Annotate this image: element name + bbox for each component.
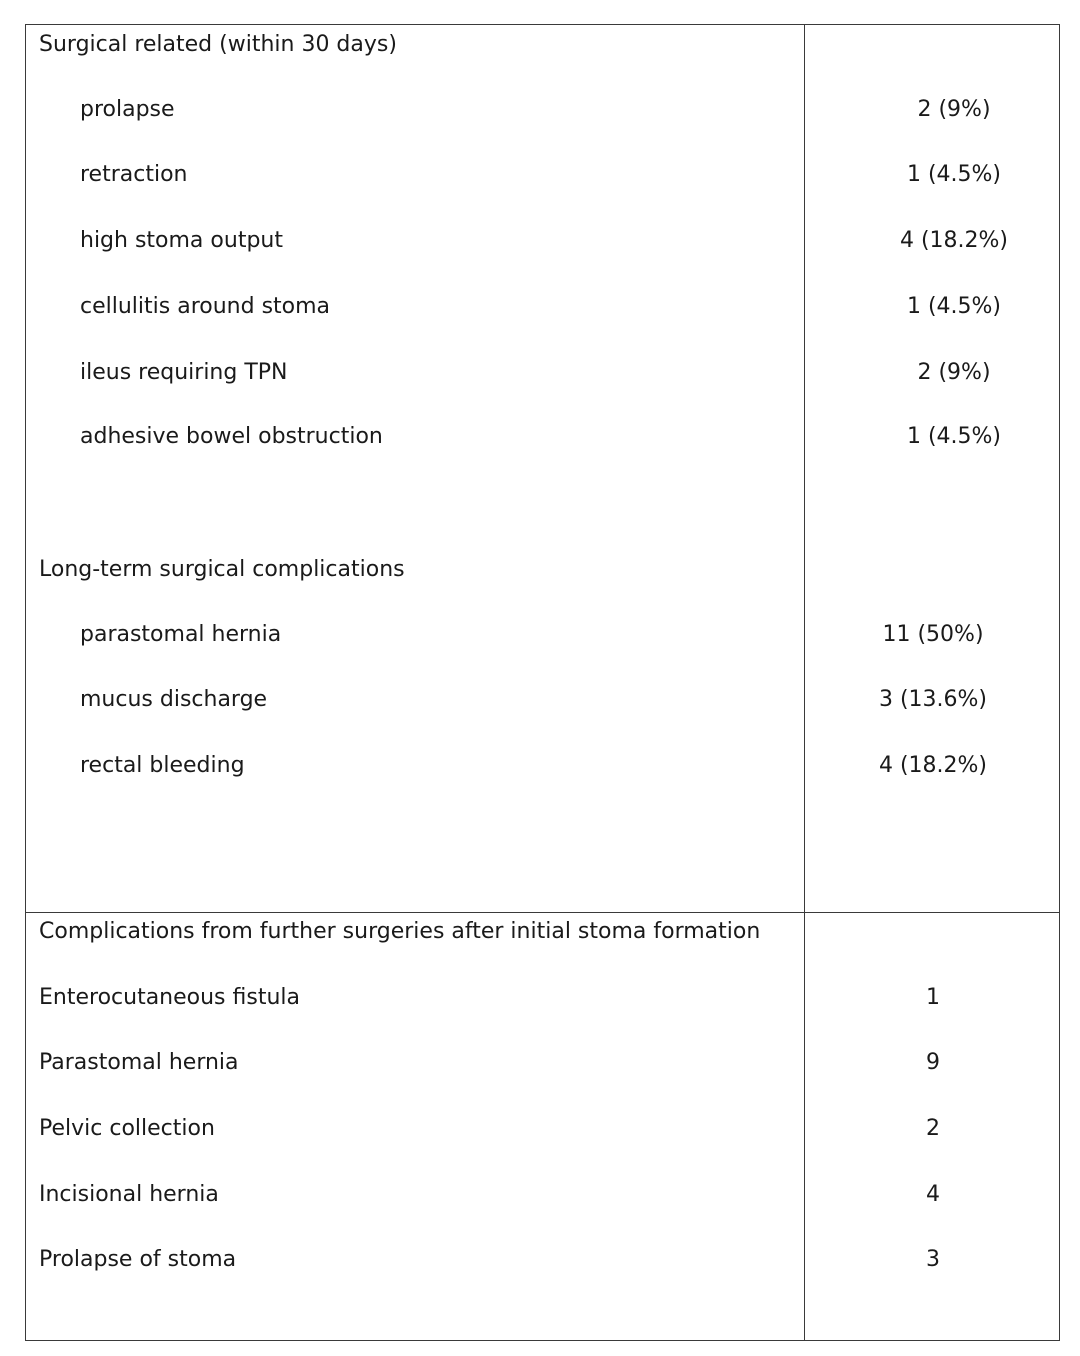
row-label-parastomal-hernia: parastomal hernia xyxy=(80,622,282,647)
row-value-rectal-bleeding: 4 (18.2%) xyxy=(878,753,988,778)
row-value-cellulitis: 1 (4.5%) xyxy=(906,294,1002,319)
row-label-rectal-bleeding: rectal bleeding xyxy=(80,753,245,778)
row-value-enterocutaneous-fistula: 1 xyxy=(926,985,940,1010)
column-divider xyxy=(804,24,805,1341)
row-label-ileus: ileus requiring TPN xyxy=(80,360,288,385)
row-label-parastomal-hernia-2: Parastomal hernia xyxy=(39,1050,239,1075)
row-label-cellulitis: cellulitis around stoma xyxy=(80,294,331,319)
row-label-pelvic-collection: Pelvic collection xyxy=(39,1116,215,1141)
row-label-enterocutaneous-fistula: Enterocutaneous fistula xyxy=(39,985,300,1010)
row-value-prolapse: 2 (9%) xyxy=(917,97,991,122)
row-value-mucus-discharge: 3 (13.6%) xyxy=(878,687,988,712)
row-label-prolapse: prolapse xyxy=(80,97,175,122)
section-heading-surgical-related: Surgical related (within 30 days) xyxy=(39,32,397,57)
row-label-adhesive-bowel-obstruction: adhesive bowel obstruction xyxy=(80,424,383,449)
row-value-prolapse-of-stoma: 3 xyxy=(926,1247,940,1272)
row-divider xyxy=(25,912,1060,913)
row-label-mucus-discharge: mucus discharge xyxy=(80,687,268,712)
section-heading-long-term: Long-term surgical complications xyxy=(39,557,405,582)
row-value-retraction: 1 (4.5%) xyxy=(906,162,1002,187)
section-heading-further-surgeries: Complications from further surgeries after initial stoma formation xyxy=(39,919,761,944)
row-label-prolapse-of-stoma: Prolapse of stoma xyxy=(39,1247,237,1272)
row-value-incisional-hernia: 4 xyxy=(926,1182,940,1207)
row-label-high-stoma-output: high stoma output xyxy=(80,228,283,253)
row-value-high-stoma-output: 4 (18.2%) xyxy=(899,228,1009,253)
row-label-retraction: retraction xyxy=(80,162,188,187)
row-value-pelvic-collection: 2 xyxy=(926,1116,940,1141)
row-value-parastomal-hernia: 11 (50%) xyxy=(882,622,984,647)
row-value-ileus: 2 (9%) xyxy=(917,360,991,385)
row-label-incisional-hernia: Incisional hernia xyxy=(39,1182,219,1207)
row-value-parastomal-hernia-2: 9 xyxy=(926,1050,940,1075)
row-value-adhesive-bowel-obstruction: 1 (4.5%) xyxy=(906,424,1002,449)
